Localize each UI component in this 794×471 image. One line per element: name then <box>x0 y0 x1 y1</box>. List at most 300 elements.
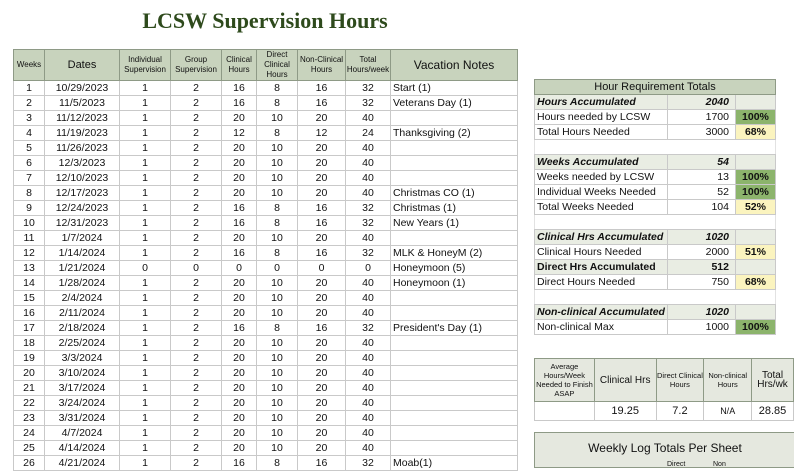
nonclinical-cell[interactable]: 16 <box>298 216 346 231</box>
date-cell[interactable]: 10/29/2023 <box>45 81 120 96</box>
week-cell[interactable]: 23 <box>14 411 45 426</box>
individual-cell[interactable]: 1 <box>120 246 171 261</box>
nonclinical-max-label[interactable]: Non-clinical Max <box>535 320 668 335</box>
clinical-cell[interactable]: 20 <box>222 291 257 306</box>
direct-cell[interactable]: 10 <box>257 441 298 456</box>
total-cell[interactable]: 40 <box>346 426 391 441</box>
hours-needed-value[interactable]: 1700 <box>667 110 735 125</box>
direct-cell[interactable]: 8 <box>257 81 298 96</box>
direct-cell[interactable]: 8 <box>257 456 298 471</box>
nonclinical-cell[interactable]: 20 <box>298 276 346 291</box>
date-cell[interactable]: 2/4/2024 <box>45 291 120 306</box>
clinical-cell[interactable]: 20 <box>222 351 257 366</box>
nonclinical-cell[interactable]: 20 <box>298 171 346 186</box>
notes-cell[interactable] <box>391 351 518 366</box>
group-cell[interactable]: 2 <box>171 426 222 441</box>
group-cell[interactable]: 2 <box>171 141 222 156</box>
direct-cell[interactable]: 0 <box>257 261 298 276</box>
weeks-accumulated-label[interactable]: Weeks Accumulated <box>535 155 668 170</box>
individual-cell[interactable]: 1 <box>120 171 171 186</box>
avg-header-direct[interactable]: Direct Clinical Hours <box>656 359 704 402</box>
clinical-cell[interactable]: 20 <box>222 426 257 441</box>
hours-accumulated-value[interactable]: 2040 <box>667 95 735 110</box>
individual-cell[interactable]: 1 <box>120 456 171 471</box>
total-cell[interactable]: 40 <box>346 351 391 366</box>
total-cell[interactable]: 32 <box>346 96 391 111</box>
individual-cell[interactable]: 1 <box>120 126 171 141</box>
date-cell[interactable]: 12/17/2023 <box>45 186 120 201</box>
notes-cell[interactable] <box>391 426 518 441</box>
week-cell[interactable]: 11 <box>14 231 45 246</box>
total-cell[interactable]: 24 <box>346 126 391 141</box>
total-cell[interactable]: 40 <box>346 411 391 426</box>
notes-cell[interactable]: Moab(1) <box>391 456 518 471</box>
group-cell[interactable]: 2 <box>171 336 222 351</box>
week-cell[interactable]: 12 <box>14 246 45 261</box>
clinical-cell[interactable]: 20 <box>222 111 257 126</box>
individual-weeks-label[interactable]: Individual Weeks Needed <box>535 185 668 200</box>
date-cell[interactable]: 3/10/2024 <box>45 366 120 381</box>
individual-cell[interactable]: 1 <box>120 81 171 96</box>
header-notes[interactable]: Vacation Notes <box>391 50 518 81</box>
nonclinical-cell[interactable]: 12 <box>298 126 346 141</box>
notes-cell[interactable] <box>391 306 518 321</box>
direct-needed-pct[interactable]: 68% <box>735 275 775 290</box>
total-cell[interactable]: 40 <box>346 141 391 156</box>
week-cell[interactable]: 3 <box>14 111 45 126</box>
total-cell[interactable]: 32 <box>346 216 391 231</box>
group-cell[interactable]: 2 <box>171 276 222 291</box>
spacer-row[interactable] <box>535 215 776 230</box>
group-cell[interactable]: 2 <box>171 321 222 336</box>
total-cell[interactable]: 32 <box>346 456 391 471</box>
date-cell[interactable]: 12/31/2023 <box>45 216 120 231</box>
direct-cell[interactable]: 10 <box>257 411 298 426</box>
direct-cell[interactable]: 10 <box>257 396 298 411</box>
nonclinical-cell[interactable]: 16 <box>298 96 346 111</box>
date-cell[interactable]: 11/12/2023 <box>45 111 120 126</box>
nonclinical-cell[interactable]: 20 <box>298 426 346 441</box>
week-cell[interactable]: 14 <box>14 276 45 291</box>
avg-clinical-value[interactable]: 19.25 <box>594 402 656 421</box>
date-cell[interactable]: 3/31/2024 <box>45 411 120 426</box>
notes-cell[interactable]: Honeymoon (1) <box>391 276 518 291</box>
weeks-accumulated-value[interactable]: 54 <box>667 155 735 170</box>
total-cell[interactable]: 40 <box>346 276 391 291</box>
individual-cell[interactable]: 1 <box>120 141 171 156</box>
nonclinical-cell[interactable]: 16 <box>298 201 346 216</box>
total-weeks-pct[interactable]: 52% <box>735 200 775 215</box>
direct-cell[interactable]: 10 <box>257 381 298 396</box>
direct-needed-label[interactable]: Direct Hours Needed <box>535 275 668 290</box>
direct-cell[interactable]: 10 <box>257 231 298 246</box>
clinical-cell[interactable]: 16 <box>222 96 257 111</box>
direct-cell[interactable]: 10 <box>257 276 298 291</box>
total-cell[interactable]: 40 <box>346 336 391 351</box>
direct-cell[interactable]: 8 <box>257 216 298 231</box>
date-cell[interactable]: 2/25/2024 <box>45 336 120 351</box>
notes-cell[interactable]: Start (1) <box>391 81 518 96</box>
individual-cell[interactable]: 1 <box>120 396 171 411</box>
direct-cell[interactable]: 10 <box>257 366 298 381</box>
group-cell[interactable]: 2 <box>171 171 222 186</box>
clinical-cell[interactable]: 20 <box>222 171 257 186</box>
week-cell[interactable]: 7 <box>14 171 45 186</box>
total-cell[interactable]: 40 <box>346 366 391 381</box>
total-cell[interactable]: 40 <box>346 291 391 306</box>
clinical-cell[interactable]: 12 <box>222 126 257 141</box>
clinical-needed-label[interactable]: Clinical Hours Needed <box>535 245 668 260</box>
direct-cell[interactable]: 10 <box>257 111 298 126</box>
clinical-cell[interactable]: 0 <box>222 261 257 276</box>
direct-needed-value[interactable]: 750 <box>667 275 735 290</box>
group-cell[interactable]: 2 <box>171 156 222 171</box>
group-cell[interactable]: 2 <box>171 216 222 231</box>
week-cell[interactable]: 5 <box>14 141 45 156</box>
week-cell[interactable]: 9 <box>14 201 45 216</box>
group-cell[interactable]: 2 <box>171 291 222 306</box>
direct-accumulated-value[interactable]: 512 <box>667 260 735 275</box>
clinical-cell[interactable]: 16 <box>222 216 257 231</box>
header-dates[interactable]: Dates <box>45 50 120 81</box>
clinical-cell[interactable]: 20 <box>222 381 257 396</box>
date-cell[interactable]: 12/10/2023 <box>45 171 120 186</box>
direct-cell[interactable]: 10 <box>257 156 298 171</box>
week-cell[interactable]: 2 <box>14 96 45 111</box>
individual-cell[interactable]: 1 <box>120 426 171 441</box>
nonclinical-cell[interactable]: 20 <box>298 291 346 306</box>
blank-cell[interactable] <box>735 155 775 170</box>
week-cell[interactable]: 8 <box>14 186 45 201</box>
week-cell[interactable]: 4 <box>14 126 45 141</box>
clinical-cell[interactable]: 20 <box>222 156 257 171</box>
notes-cell[interactable] <box>391 171 518 186</box>
direct-cell[interactable]: 10 <box>257 426 298 441</box>
header-weeks[interactable]: Weeks <box>14 50 45 81</box>
nonclinical-cell[interactable]: 20 <box>298 351 346 366</box>
group-cell[interactable]: 2 <box>171 96 222 111</box>
table-row <box>14 231 518 246</box>
header-group[interactable]: Group Supervision <box>171 50 222 81</box>
clinical-cell[interactable]: 16 <box>222 456 257 471</box>
week-cell[interactable]: 19 <box>14 351 45 366</box>
week-cell[interactable]: 25 <box>14 441 45 456</box>
group-cell[interactable]: 2 <box>171 306 222 321</box>
header-direct[interactable]: Direct Clinical Hours <box>257 50 298 81</box>
date-cell[interactable]: 12/24/2023 <box>45 201 120 216</box>
clinical-cell[interactable]: 20 <box>222 441 257 456</box>
group-cell[interactable]: 2 <box>171 126 222 141</box>
notes-cell[interactable] <box>391 156 518 171</box>
nonclinical-max-pct[interactable]: 100% <box>735 320 775 335</box>
header-individual[interactable]: Individual Supervision <box>120 50 171 81</box>
group-cell[interactable]: 2 <box>171 411 222 426</box>
week-cell[interactable]: 18 <box>14 336 45 351</box>
individual-cell[interactable]: 1 <box>120 276 171 291</box>
direct-cell[interactable]: 10 <box>257 336 298 351</box>
individual-cell[interactable]: 1 <box>120 306 171 321</box>
total-weeks-label[interactable]: Total Weeks Needed <box>535 200 668 215</box>
week-cell[interactable]: 22 <box>14 396 45 411</box>
direct-cell[interactable]: 8 <box>257 96 298 111</box>
notes-cell[interactable]: Thanksgiving (2) <box>391 126 518 141</box>
total-hours-label[interactable]: Total Hours Needed <box>535 125 668 140</box>
avg-blank-cell[interactable] <box>535 402 595 421</box>
total-cell[interactable]: 40 <box>346 381 391 396</box>
group-cell[interactable]: 0 <box>171 261 222 276</box>
week-cell[interactable]: 20 <box>14 366 45 381</box>
group-cell[interactable]: 2 <box>171 366 222 381</box>
individual-cell[interactable]: 0 <box>120 261 171 276</box>
week-cell[interactable]: 17 <box>14 321 45 336</box>
total-cell[interactable]: 40 <box>346 306 391 321</box>
direct-accumulated-label[interactable]: Direct Hrs Accumulated <box>535 260 668 275</box>
nonclinical-cell[interactable]: 0 <box>298 261 346 276</box>
date-cell[interactable]: 2/11/2024 <box>45 306 120 321</box>
date-cell[interactable]: 1/28/2024 <box>45 276 120 291</box>
direct-cell[interactable]: 10 <box>257 351 298 366</box>
table-row <box>14 141 518 156</box>
date-cell[interactable]: 1/7/2024 <box>45 231 120 246</box>
notes-cell[interactable] <box>391 411 518 426</box>
date-cell[interactable]: 3/17/2024 <box>45 381 120 396</box>
notes-cell[interactable] <box>391 231 518 246</box>
individual-weeks-value[interactable]: 52 <box>667 185 735 200</box>
week-cell[interactable]: 10 <box>14 216 45 231</box>
date-cell[interactable]: 2/18/2024 <box>45 321 120 336</box>
individual-cell[interactable]: 1 <box>120 291 171 306</box>
direct-cell[interactable]: 10 <box>257 141 298 156</box>
nonclinical-cell[interactable]: 16 <box>298 246 346 261</box>
avg-header-clinical[interactable]: Clinical Hrs <box>594 359 656 402</box>
clinical-cell[interactable]: 20 <box>222 186 257 201</box>
clinical-needed-pct[interactable]: 51% <box>735 245 775 260</box>
individual-cell[interactable]: 1 <box>120 351 171 366</box>
spacer-row[interactable] <box>535 290 776 305</box>
clinical-cell[interactable]: 20 <box>222 306 257 321</box>
avg-header-total[interactable]: Total Hrs/wk <box>752 359 794 402</box>
notes-cell[interactable] <box>391 336 518 351</box>
individual-cell[interactable]: 1 <box>120 111 171 126</box>
week-cell[interactable]: 13 <box>14 261 45 276</box>
date-cell[interactable]: 1/14/2024 <box>45 246 120 261</box>
notes-cell[interactable] <box>391 396 518 411</box>
date-cell[interactable]: 11/19/2023 <box>45 126 120 141</box>
group-cell[interactable]: 2 <box>171 111 222 126</box>
nonclinical-cell[interactable]: 20 <box>298 306 346 321</box>
avg-total-value[interactable]: 28.85 <box>752 402 794 421</box>
notes-cell[interactable]: Veterans Day (1) <box>391 96 518 111</box>
direct-cell[interactable]: 8 <box>257 321 298 336</box>
individual-cell[interactable]: 1 <box>120 201 171 216</box>
total-cell[interactable]: 0 <box>346 261 391 276</box>
direct-cell[interactable]: 10 <box>257 171 298 186</box>
individual-cell[interactable]: 1 <box>120 231 171 246</box>
notes-cell[interactable] <box>391 441 518 456</box>
week-cell[interactable]: 21 <box>14 381 45 396</box>
date-cell[interactable]: 3/3/2024 <box>45 351 120 366</box>
avg-header-asap[interactable]: Average Hours/Week Needed to Finish ASAP <box>535 359 595 402</box>
hours-needed-label[interactable]: Hours needed by LCSW <box>535 110 668 125</box>
clinical-cell[interactable]: 16 <box>222 81 257 96</box>
group-cell[interactable]: 2 <box>171 201 222 216</box>
group-cell[interactable]: 2 <box>171 396 222 411</box>
date-cell[interactable]: 12/3/2023 <box>45 156 120 171</box>
notes-cell[interactable] <box>391 366 518 381</box>
total-hours-value[interactable]: 3000 <box>667 125 735 140</box>
notes-cell[interactable]: Christmas (1) <box>391 201 518 216</box>
notes-cell[interactable] <box>391 381 518 396</box>
requirements-title[interactable]: Hour Requirement Totals <box>535 80 776 95</box>
nonclinical-cell[interactable]: 20 <box>298 186 346 201</box>
nonclinical-cell[interactable]: 20 <box>298 411 346 426</box>
total-weeks-value[interactable]: 104 <box>667 200 735 215</box>
date-cell[interactable]: 3/24/2024 <box>45 396 120 411</box>
total-cell[interactable]: 40 <box>346 231 391 246</box>
group-cell[interactable]: 2 <box>171 351 222 366</box>
nonclinical-cell[interactable]: 20 <box>298 366 346 381</box>
direct-cell[interactable]: 10 <box>257 186 298 201</box>
group-cell[interactable]: 2 <box>171 381 222 396</box>
total-cell[interactable]: 40 <box>346 441 391 456</box>
week-cell[interactable]: 1 <box>14 81 45 96</box>
direct-cell[interactable]: 8 <box>257 246 298 261</box>
total-hours-pct[interactable]: 68% <box>735 125 775 140</box>
nonclinical-cell[interactable]: 16 <box>298 81 346 96</box>
total-cell[interactable]: 40 <box>346 186 391 201</box>
week-cell[interactable]: 16 <box>14 306 45 321</box>
direct-cell[interactable]: 8 <box>257 126 298 141</box>
blank-cell[interactable] <box>735 95 775 110</box>
nonclinical-cell[interactable]: 16 <box>298 321 346 336</box>
nonclinical-max-value[interactable]: 1000 <box>667 320 735 335</box>
avg-header-nonclinical[interactable]: Non-clinical Hours <box>704 359 752 402</box>
total-cell[interactable]: 32 <box>346 81 391 96</box>
date-cell[interactable]: 11/5/2023 <box>45 96 120 111</box>
week-cell[interactable]: 15 <box>14 291 45 306</box>
header-clinical[interactable]: Clinical Hours <box>222 50 257 81</box>
nonclinical-cell[interactable]: 20 <box>298 396 346 411</box>
group-cell[interactable]: 2 <box>171 231 222 246</box>
clinical-cell[interactable]: 20 <box>222 336 257 351</box>
nonclinical-cell[interactable]: 20 <box>298 111 346 126</box>
individual-weeks-pct[interactable]: 100% <box>735 185 775 200</box>
clinical-cell[interactable]: 20 <box>222 276 257 291</box>
individual-cell[interactable]: 1 <box>120 186 171 201</box>
blank-cell[interactable] <box>735 305 775 320</box>
notes-cell[interactable]: President's Day (1) <box>391 321 518 336</box>
total-cell[interactable]: 40 <box>346 156 391 171</box>
hours-needed-pct[interactable]: 100% <box>735 110 775 125</box>
header-nonclinical[interactable]: Non-Clinical Hours <box>298 50 346 81</box>
group-cell[interactable]: 2 <box>171 441 222 456</box>
clinical-cell[interactable]: 16 <box>222 246 257 261</box>
clinical-cell[interactable]: 20 <box>222 396 257 411</box>
weekly-log-totals[interactable] <box>534 432 794 468</box>
week-cell[interactable]: 24 <box>14 426 45 441</box>
individual-cell[interactable]: 1 <box>120 441 171 456</box>
table-header-row <box>14 50 518 81</box>
nonclinical-accumulated-label[interactable]: Non-clinical Accumulated <box>535 305 668 320</box>
spacer-row[interactable] <box>535 140 776 155</box>
date-cell[interactable]: 4/7/2024 <box>45 426 120 441</box>
avg-direct-value[interactable]: 7.2 <box>656 402 704 421</box>
clinical-cell[interactable]: 20 <box>222 141 257 156</box>
direct-cell[interactable]: 8 <box>257 201 298 216</box>
clinical-cell[interactable]: 20 <box>222 231 257 246</box>
nonclinical-cell[interactable]: 20 <box>298 231 346 246</box>
nonclinical-cell[interactable]: 20 <box>298 441 346 456</box>
individual-cell[interactable]: 1 <box>120 381 171 396</box>
individual-cell[interactable]: 1 <box>120 156 171 171</box>
clinical-accumulated-value[interactable]: 1020 <box>667 230 735 245</box>
hours-accumulated-label[interactable]: Hours Accumulated <box>535 95 668 110</box>
total-cell[interactable]: 32 <box>346 201 391 216</box>
total-cell[interactable]: 40 <box>346 111 391 126</box>
blank-cell[interactable] <box>735 230 775 245</box>
clinical-cell[interactable]: 16 <box>222 201 257 216</box>
nonclinical-cell[interactable]: 20 <box>298 141 346 156</box>
individual-cell[interactable]: 1 <box>120 411 171 426</box>
nonclinical-cell[interactable]: 20 <box>298 336 346 351</box>
date-cell[interactable]: 1/21/2024 <box>45 261 120 276</box>
weeks-needed-label[interactable]: Weeks needed by LCSW <box>535 170 668 185</box>
clinical-cell[interactable]: 20 <box>222 411 257 426</box>
group-cell[interactable]: 2 <box>171 81 222 96</box>
group-cell[interactable]: 2 <box>171 186 222 201</box>
clinical-accumulated-label[interactable]: Clinical Hrs Accumulated <box>535 230 668 245</box>
total-cell[interactable]: 40 <box>346 396 391 411</box>
nonclinical-cell[interactable]: 16 <box>298 456 346 471</box>
total-cell[interactable]: 32 <box>346 321 391 336</box>
total-cell[interactable]: 32 <box>346 246 391 261</box>
direct-cell[interactable]: 10 <box>257 306 298 321</box>
blank-cell[interactable] <box>735 260 775 275</box>
notes-cell[interactable] <box>391 291 518 306</box>
date-cell[interactable]: 4/21/2024 <box>45 456 120 471</box>
clinical-cell[interactable]: 16 <box>222 321 257 336</box>
weeks-needed-pct[interactable]: 100% <box>735 170 775 185</box>
group-cell[interactable]: 2 <box>171 246 222 261</box>
total-cell[interactable]: 40 <box>346 171 391 186</box>
notes-cell[interactable]: MLK & HoneyM (2) <box>391 246 518 261</box>
notes-cell[interactable]: Christmas CO (1) <box>391 186 518 201</box>
week-cell[interactable]: 26 <box>14 456 45 471</box>
notes-cell[interactable]: Honeymoon (5) <box>391 261 518 276</box>
direct-cell[interactable]: 10 <box>257 291 298 306</box>
header-total[interactable]: Total Hours/week <box>346 50 391 81</box>
group-cell[interactable]: 2 <box>171 456 222 471</box>
individual-cell[interactable]: 1 <box>120 336 171 351</box>
weeks-needed-value[interactable]: 13 <box>667 170 735 185</box>
avg-nonclinical-value[interactable]: N/A <box>704 402 752 421</box>
week-cell[interactable]: 6 <box>14 156 45 171</box>
individual-cell[interactable]: 1 <box>120 216 171 231</box>
notes-cell[interactable] <box>391 111 518 126</box>
date-cell[interactable]: 4/14/2024 <box>45 441 120 456</box>
individual-cell[interactable]: 1 <box>120 321 171 336</box>
clinical-cell[interactable]: 20 <box>222 366 257 381</box>
individual-cell[interactable]: 1 <box>120 96 171 111</box>
date-cell[interactable]: 11/26/2023 <box>45 141 120 156</box>
clinical-needed-value[interactable]: 2000 <box>667 245 735 260</box>
notes-cell[interactable] <box>391 141 518 156</box>
nonclinical-cell[interactable]: 20 <box>298 381 346 396</box>
nonclinical-accumulated-value[interactable]: 1020 <box>667 305 735 320</box>
nonclinical-cell[interactable]: 20 <box>298 156 346 171</box>
individual-cell[interactable]: 1 <box>120 366 171 381</box>
notes-cell[interactable]: New Years (1) <box>391 216 518 231</box>
